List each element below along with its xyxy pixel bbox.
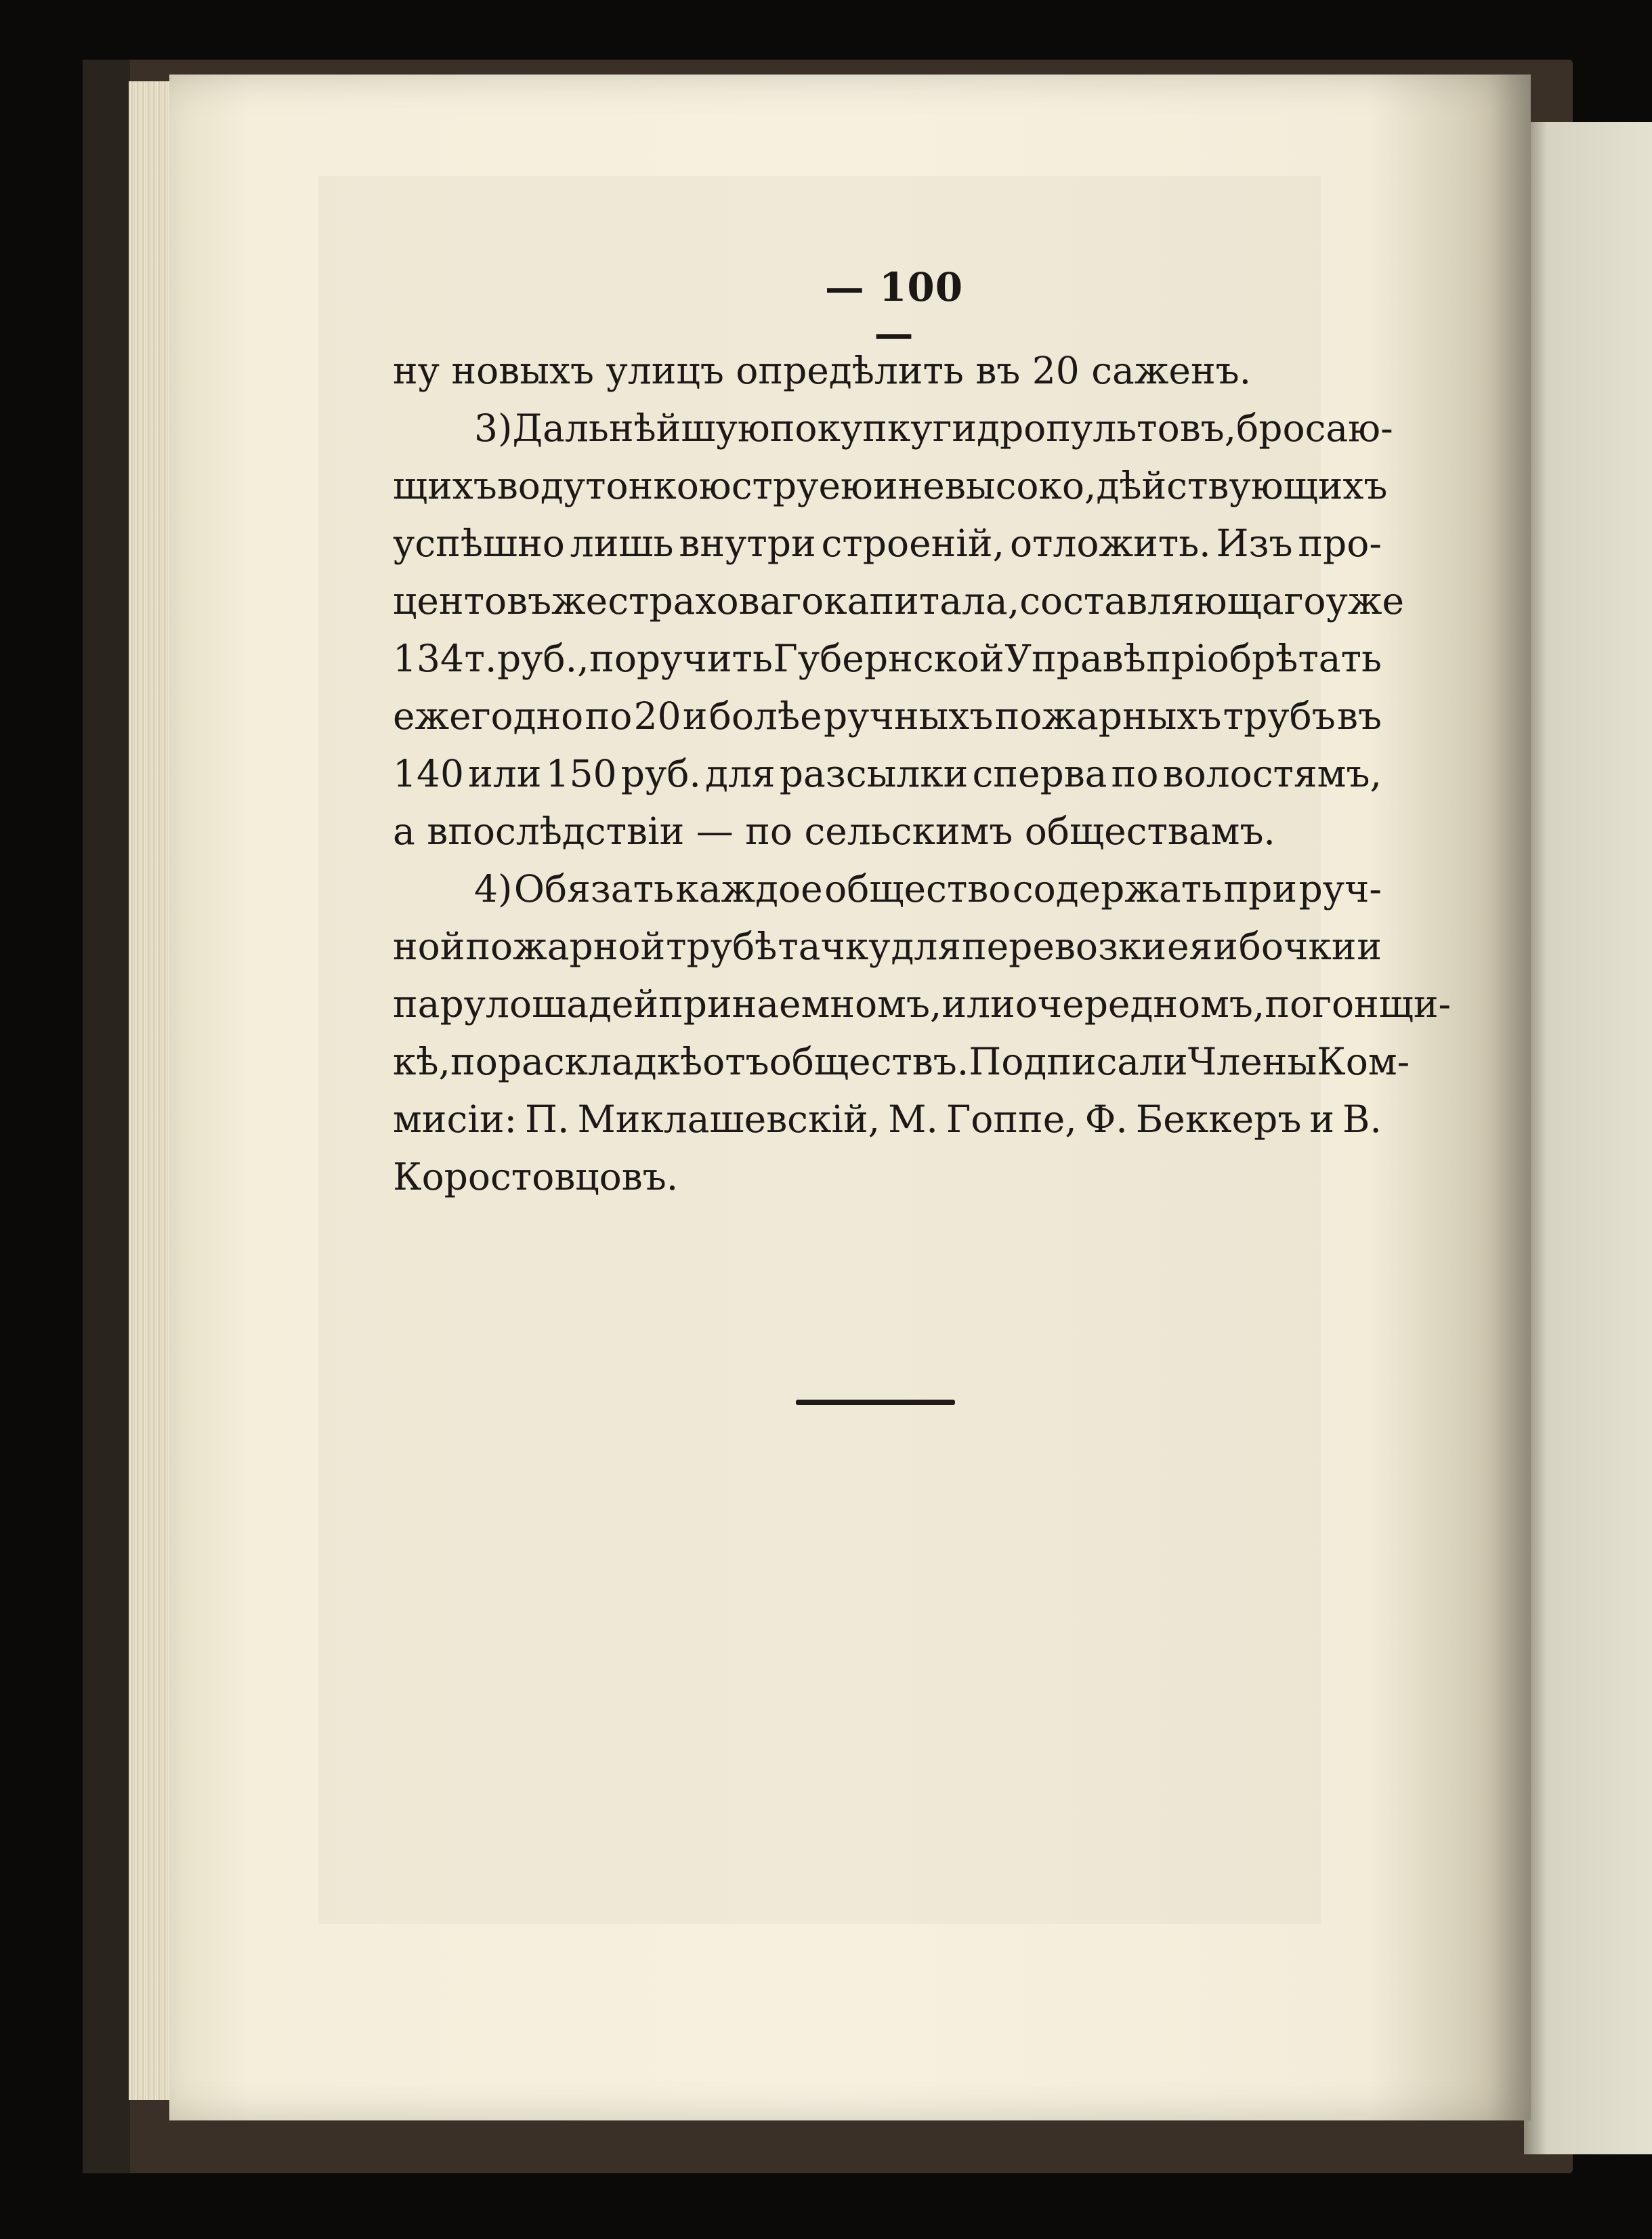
- text-line: [393, 688, 1382, 745]
- word: Управѣ: [1004, 637, 1146, 680]
- word: успѣшно: [393, 522, 565, 565]
- word: пожарной: [465, 925, 666, 968]
- word: общество: [824, 867, 1011, 911]
- word: Ф.: [1084, 1097, 1128, 1141]
- word: и: [872, 464, 898, 507]
- text-line: [393, 457, 1388, 515]
- word: разсылки: [779, 752, 969, 795]
- word: Ком-: [1317, 1040, 1410, 1083]
- text-line: [393, 745, 1382, 803]
- word: П.: [525, 1097, 570, 1141]
- word: бочки: [1238, 925, 1357, 968]
- word: или: [468, 752, 542, 795]
- word: струею: [731, 464, 873, 507]
- word: гидропультовъ,: [932, 406, 1237, 450]
- text-line: [393, 572, 1404, 630]
- word: руч-: [1298, 867, 1382, 911]
- word: воду: [496, 464, 586, 507]
- word: пожарныхъ: [994, 694, 1222, 738]
- page-number: — 100 —: [824, 264, 964, 356]
- word: высоко,: [944, 464, 1097, 507]
- text-line: [393, 918, 1382, 976]
- word: по: [450, 1040, 498, 1083]
- word: руб.,: [496, 637, 589, 680]
- word: отложить.: [1009, 522, 1211, 565]
- word: кѣ,: [393, 1040, 451, 1083]
- text-line: [393, 515, 1382, 572]
- word: 4): [474, 867, 513, 911]
- body-text: [393, 342, 1452, 1206]
- word: тонкою: [585, 464, 732, 507]
- word: 150: [545, 752, 617, 795]
- word: при: [658, 982, 732, 1026]
- word: по: [585, 694, 633, 738]
- word: В.: [1342, 1097, 1382, 1141]
- word: строеній,: [821, 522, 1005, 565]
- word: капитала,: [824, 579, 1020, 623]
- word: тачку: [778, 925, 891, 968]
- word: ной: [393, 925, 465, 968]
- word: про-: [1298, 522, 1382, 565]
- word: для: [891, 925, 962, 968]
- book-spine-edge: [83, 60, 130, 2173]
- word: Изъ: [1216, 522, 1293, 565]
- word: 134: [393, 637, 464, 680]
- word: уже: [1326, 579, 1404, 623]
- word: не: [897, 464, 945, 507]
- word: 20: [633, 694, 681, 738]
- word: обществъ.: [769, 1040, 969, 1083]
- word: при: [1223, 867, 1298, 911]
- word: раскладкѣ: [497, 1040, 703, 1083]
- word: каждое: [675, 867, 823, 911]
- word: и: [1357, 925, 1382, 968]
- word: пару: [393, 982, 486, 1026]
- word: составляющаго: [1019, 579, 1326, 623]
- text-line: [393, 1033, 1410, 1091]
- word: Обязать: [513, 867, 674, 911]
- word: волостямъ,: [1162, 752, 1382, 795]
- word: трубѣ: [666, 925, 778, 968]
- word: Подписали: [969, 1040, 1188, 1083]
- word: очередномъ,: [1015, 982, 1265, 1026]
- word: 3): [474, 406, 513, 450]
- text-line: [393, 976, 1452, 1033]
- word: лошадей: [486, 982, 659, 1026]
- word: центовъ: [393, 579, 552, 623]
- text-line: [393, 1091, 1382, 1148]
- text-line: [393, 630, 1382, 688]
- text-line: ну новыхъ улицъ опредѣлить въ 20 саженъ.: [393, 349, 1252, 392]
- word: и: [682, 694, 708, 738]
- word: дѣйствующихъ: [1096, 464, 1388, 507]
- word: и: [1213, 925, 1238, 968]
- word: щихъ: [393, 464, 497, 507]
- word: руб.: [620, 752, 701, 795]
- word: для: [705, 752, 776, 795]
- word: трубъ: [1223, 694, 1336, 738]
- word: Члены: [1187, 1040, 1317, 1083]
- word: мисіи:: [393, 1097, 517, 1141]
- word: же: [551, 579, 608, 623]
- word: въ: [1337, 694, 1382, 738]
- word: или: [941, 982, 1015, 1026]
- word: 140: [393, 752, 464, 795]
- word: сперва: [972, 752, 1107, 795]
- word: перевозки: [961, 925, 1167, 968]
- word: ручныхъ: [823, 694, 994, 738]
- word: т.: [464, 637, 497, 680]
- word: наемномъ,: [732, 982, 942, 1026]
- word: бросаю-: [1236, 406, 1393, 450]
- word: внутри: [679, 522, 816, 565]
- word: отъ: [702, 1040, 769, 1083]
- word: Губернской: [773, 637, 1004, 680]
- word: Гоппе,: [946, 1097, 1077, 1141]
- word: страховаго: [608, 579, 824, 623]
- word: Беккеръ: [1135, 1097, 1302, 1141]
- word: содержать: [1012, 867, 1223, 911]
- word: и: [1309, 1097, 1334, 1141]
- word: М.: [888, 1097, 938, 1141]
- text-line: а впослѣдствіи — по сельскимъ обществамъ.: [393, 810, 1275, 853]
- word: погонщи-: [1265, 982, 1452, 1026]
- word: покупку: [769, 406, 933, 450]
- text-line: Коростовцовъ.: [393, 1155, 679, 1198]
- word: Дальнѣйшую: [512, 406, 770, 450]
- word: лишь: [570, 522, 674, 565]
- word: Миклашевскій,: [577, 1097, 881, 1141]
- text-line: [393, 400, 1393, 457]
- word: по: [1111, 752, 1159, 795]
- text-line: [393, 860, 1382, 918]
- section-end-rule: [796, 1400, 955, 1405]
- word: болѣе: [708, 694, 822, 738]
- word: ея: [1166, 925, 1213, 968]
- word: пріобрѣтать: [1146, 637, 1382, 680]
- word: ежегодно: [393, 694, 584, 738]
- word: поручить: [589, 637, 773, 680]
- facing-page-edge: [1524, 122, 1652, 2154]
